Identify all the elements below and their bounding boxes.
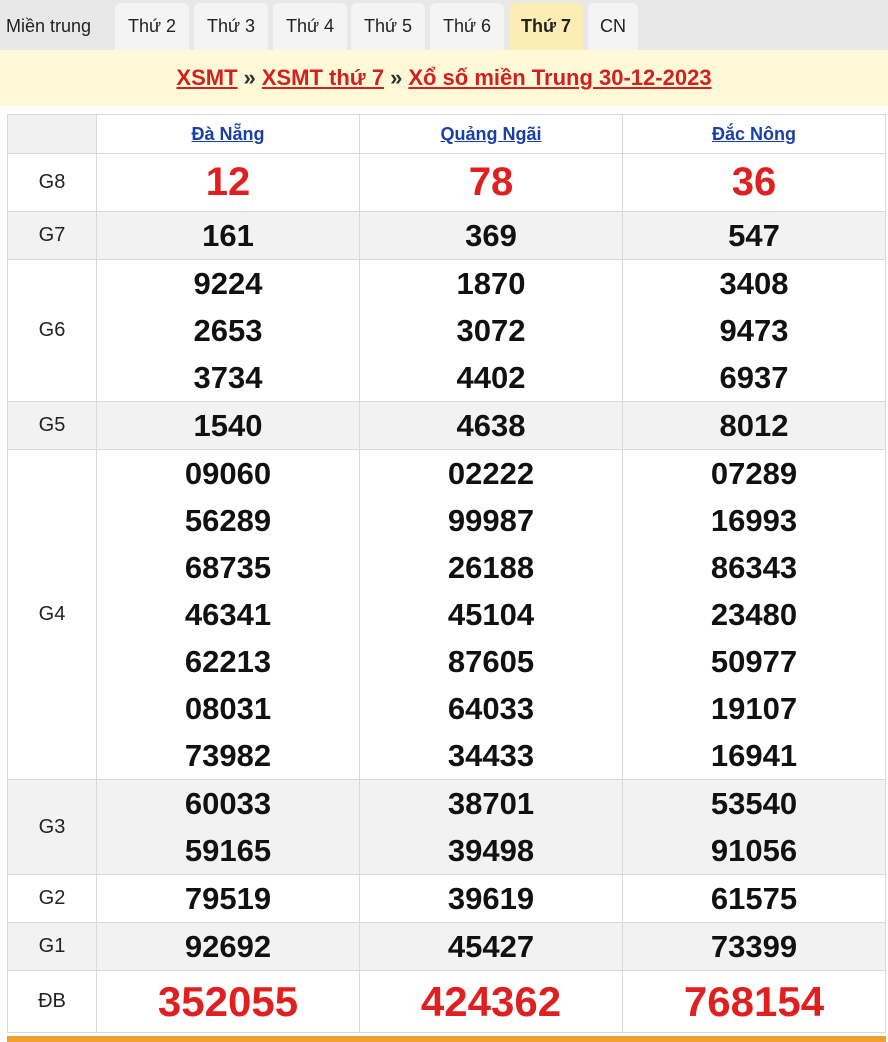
prize-number: 99987 [447, 503, 535, 538]
prize-number: 64033 [447, 691, 535, 726]
prize-cell [97, 154, 360, 212]
tab-thu-7[interactable]: Thứ 7 [509, 3, 583, 50]
tab-region[interactable]: Miền trung [6, 16, 92, 36]
prize-cell [97, 923, 360, 971]
province-header [360, 115, 623, 154]
day-tabs [0, 0, 888, 50]
results-table [7, 114, 886, 1033]
prize-cell [623, 260, 886, 402]
prize-row [8, 450, 886, 780]
prize-label: G5 [8, 402, 97, 450]
prize-cell [623, 212, 886, 260]
prize-number: 45427 [447, 929, 535, 964]
prize-number: 61575 [710, 881, 798, 916]
prize-number: 19107 [710, 691, 798, 726]
prize-number: 9224 [193, 266, 263, 301]
prize-label: G4 [8, 450, 97, 780]
prize-cell [360, 402, 623, 450]
prize-label: G3 [8, 780, 97, 875]
prize-number: 547 [728, 218, 780, 253]
province-link-quang-ngai[interactable]: Quảng Ngãi [440, 123, 542, 144]
prize-cell [623, 923, 886, 971]
prize-number: 9473 [719, 313, 789, 348]
tab-thu-6[interactable]: Thứ 6 [430, 3, 504, 50]
prize-number: 02222 [447, 456, 535, 491]
province-link-da-nang[interactable]: Đà Nẵng [191, 123, 265, 144]
prize-number: 16941 [710, 738, 798, 773]
prize-number: 91056 [710, 833, 798, 868]
prize-number: 56289 [184, 503, 272, 538]
prize-number: 6937 [719, 360, 789, 395]
breadcrumb-separator: » [243, 65, 256, 90]
prize-label: G8 [8, 154, 97, 212]
prize-cell [360, 971, 623, 1033]
tab-thu-5[interactable]: Thứ 5 [351, 3, 425, 50]
bottom-accent-bar [7, 1036, 886, 1042]
prize-row [8, 780, 886, 875]
prize-row [8, 212, 886, 260]
prize-row [8, 260, 886, 402]
prize-number: 4638 [456, 408, 526, 443]
prize-number: 1540 [193, 408, 263, 443]
prize-cell [623, 154, 886, 212]
prize-cell [97, 780, 360, 875]
prize-number: 08031 [184, 691, 272, 726]
tab-thu-3[interactable]: Thứ 3 [194, 3, 268, 50]
prize-number: 8012 [719, 408, 789, 443]
province-header [623, 115, 886, 154]
prize-number: 424362 [420, 978, 562, 1025]
prize-number: 68735 [184, 550, 272, 585]
prize-number: 1870 [456, 266, 526, 301]
prize-number: 3072 [456, 313, 526, 348]
prize-number: 39619 [447, 881, 535, 916]
prize-number: 62213 [184, 644, 272, 679]
prize-number: 3734 [193, 360, 263, 395]
prize-number: 4402 [456, 360, 526, 395]
province-link-dac-nong[interactable]: Đắc Nông [711, 123, 796, 144]
prize-cell [97, 260, 360, 402]
prize-row [8, 923, 886, 971]
prize-cell [360, 923, 623, 971]
prize-number: 46341 [184, 597, 272, 632]
prize-number: 16993 [710, 503, 798, 538]
tab-thu-4[interactable]: Thứ 4 [273, 3, 347, 50]
province-header [97, 115, 360, 154]
prize-cell [623, 780, 886, 875]
prize-label: G1 [8, 923, 97, 971]
prize-number: 78 [468, 160, 514, 204]
breadcrumb-xsmt[interactable]: XSMT [176, 65, 238, 90]
breadcrumb-xsmt-thu-7[interactable]: XSMT thứ 7 [261, 65, 385, 90]
prize-cell [97, 875, 360, 923]
prize-rows [8, 154, 886, 1033]
prize-number: 38701 [447, 786, 535, 821]
prize-label: ĐB [8, 971, 97, 1033]
prize-row [8, 875, 886, 923]
prize-number: 12 [205, 160, 251, 204]
prize-cell [360, 260, 623, 402]
prize-cell [623, 875, 886, 923]
prize-number: 45104 [447, 597, 535, 632]
prize-number: 39498 [447, 833, 535, 868]
prize-cell [623, 971, 886, 1033]
prize-cell [360, 154, 623, 212]
prize-number: 26188 [447, 550, 535, 585]
prize-number: 36 [731, 160, 777, 204]
prize-number: 07289 [710, 456, 798, 491]
prize-label: G6 [8, 260, 97, 402]
prize-number: 09060 [184, 456, 272, 491]
prize-cell [360, 780, 623, 875]
prize-number: 34433 [447, 738, 535, 773]
prize-number: 352055 [157, 978, 299, 1025]
prize-row [8, 154, 886, 212]
prize-number: 59165 [184, 833, 272, 868]
prize-cell [97, 212, 360, 260]
prize-cell [623, 402, 886, 450]
prize-number: 79519 [184, 881, 272, 916]
prize-number: 161 [202, 218, 254, 253]
prize-cell [97, 450, 360, 780]
prize-number: 60033 [184, 786, 272, 821]
tab-thu-2[interactable]: Thứ 2 [115, 3, 189, 50]
prize-number: 2653 [193, 313, 263, 348]
prize-label: G7 [8, 212, 97, 260]
prize-number: 23480 [710, 597, 798, 632]
prize-number: 53540 [710, 786, 798, 821]
prize-cell [97, 402, 360, 450]
breadcrumb-separator: » [390, 65, 403, 90]
prize-number: 86343 [710, 550, 798, 585]
breadcrumb-current-page[interactable]: Xổ số miền Trung 30-12-2023 [408, 65, 712, 90]
prize-cell [623, 450, 886, 780]
prize-cell [360, 212, 623, 260]
prize-cell [360, 875, 623, 923]
prize-number: 87605 [447, 644, 535, 679]
prize-row [8, 971, 886, 1033]
prize-number: 369 [465, 218, 517, 253]
tab-cn[interactable]: CN [588, 3, 638, 50]
prize-cell [97, 971, 360, 1033]
corner-cell [8, 115, 97, 154]
prize-number: 3408 [719, 266, 789, 301]
prize-label: G2 [8, 875, 97, 923]
prize-number: 73982 [184, 738, 272, 773]
prize-number: 92692 [184, 929, 272, 964]
prize-number: 50977 [710, 644, 798, 679]
breadcrumb [0, 50, 888, 106]
prize-row [8, 402, 886, 450]
prize-number: 768154 [683, 978, 825, 1025]
prize-number: 73399 [710, 929, 798, 964]
prize-cell [360, 450, 623, 780]
